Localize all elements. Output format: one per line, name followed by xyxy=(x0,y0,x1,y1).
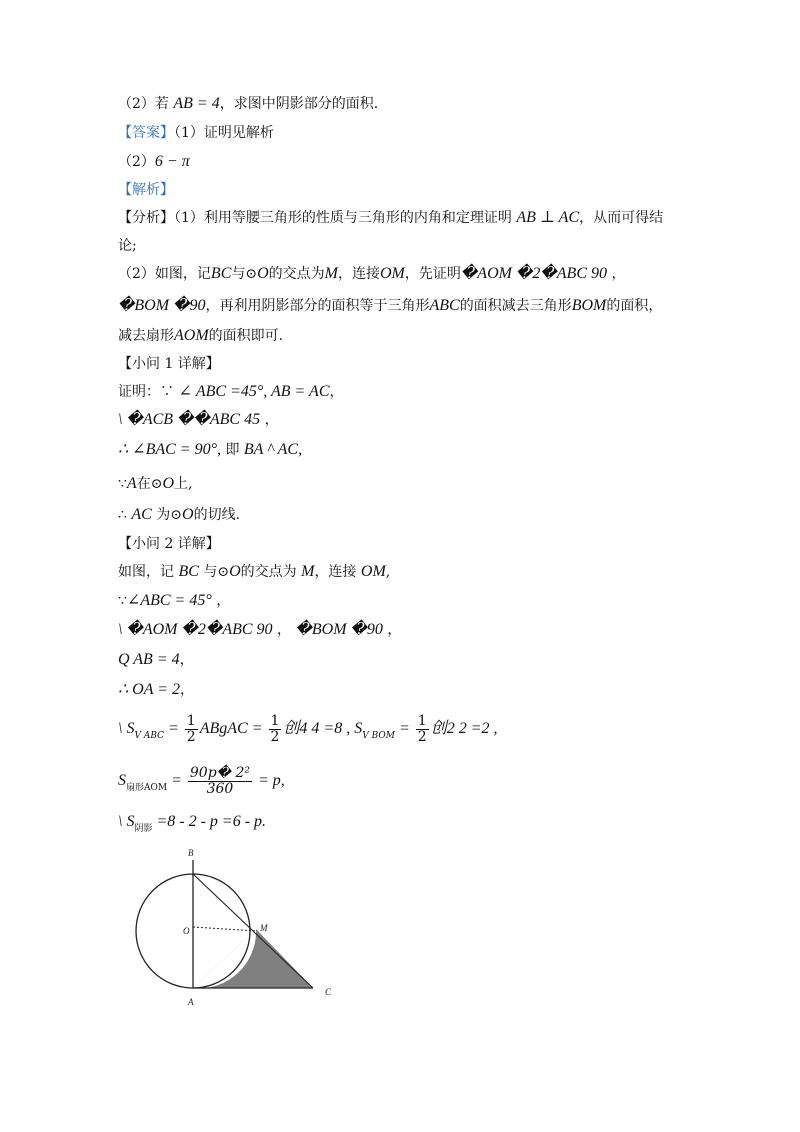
analysis-line-4: �BOM �90，再利用阴影部分的面积等于三角形ABC的面积减去三角形BOM的面积， xyxy=(118,297,663,314)
fraction: $\frac{\text{90p� 2²}}{360}$ xyxy=(189,764,250,797)
geometry-figure xyxy=(120,845,340,1010)
part1-line-5: ∴ AC 为⊙O的切线. xyxy=(118,506,241,523)
fraction: $\frac{1}{2}$ xyxy=(270,712,280,745)
part1-line-4: ∵A在⊙O上, xyxy=(118,475,193,492)
part2-line-5: ∴ OA = 2， xyxy=(118,681,195,698)
part1-line-2: \ �ACB ��ABC 45 ， xyxy=(118,411,279,428)
part2-line-3: \ �AOM �2�ABC 90 ， �BOM �90 ， xyxy=(118,621,402,638)
part1-header: 【小问 1 详解】 xyxy=(118,356,220,372)
answer-tag: 【答案】 xyxy=(118,125,174,141)
label-c: C xyxy=(325,987,332,997)
part2-line-4: Q AB = 4， xyxy=(118,651,194,668)
analysis-line-5: 减去扇形AOM的面积即可. xyxy=(118,327,284,344)
part2-line-6: \ $S_{V ABC}$ = $\frac{1}{2}$ ABgAC = $\frac{1}{2}$ 创4 4 =8 , $S_{V BOM}$ = $\frac{1}{2}$ 创2 2 =2 , xyxy=(118,712,498,745)
part1-line-3: ∴ ∠BAC = 90°, 即 BA ^ AC, xyxy=(118,441,303,458)
fraction: $\frac{1}{2}$ xyxy=(186,712,196,745)
part1-line-1: 证明：∵ ∠ ABC =45°, AB = AC， xyxy=(118,383,344,400)
part2-line-8: \ $S_{阴影} =8 - 2 - p =6 - p$. xyxy=(118,813,267,834)
part2-line-7: $S_{扇形AOM}$ = $\frac{\text{90p� 2²}}{360}$ = p, xyxy=(118,764,285,797)
answer-value: 6 − π xyxy=(154,153,190,170)
part2-header: 【小问 2 详解】 xyxy=(118,536,220,552)
fraction: $\frac{1}{2}$ xyxy=(417,712,427,745)
part2-line-1: 如图，记 BC 与⊙O的交点为 M，连接 OM, xyxy=(118,563,391,580)
analysis-tag: 【解析】 xyxy=(118,182,174,198)
label-b: B xyxy=(188,848,194,858)
analysis-line-2: 论; xyxy=(118,238,137,254)
part2-line-2: ∵∠ABC = 45° ， xyxy=(118,592,231,609)
question-2: （2）若 AB = 4，求图中阴影部分的面积. xyxy=(118,95,379,112)
answer-line-2: （2）6 − π xyxy=(118,153,190,170)
label-o: O xyxy=(183,926,190,936)
analysis-line-3: （2）如图，记BC与⊙O的交点为M，连接OM，先证明�AOM �2�ABC 90 ， xyxy=(118,265,626,282)
answer-line-1: 【答案】（1）证明见解析 xyxy=(118,125,274,141)
segment-om xyxy=(193,927,256,931)
analysis-line-1: 【分析】（1）利用等腰三角形的性质与三角形的内角和定理证明 AB ⊥ AC，从而可得结 xyxy=(118,209,664,226)
label-m: M xyxy=(260,923,268,933)
label-a: A xyxy=(188,997,194,1007)
